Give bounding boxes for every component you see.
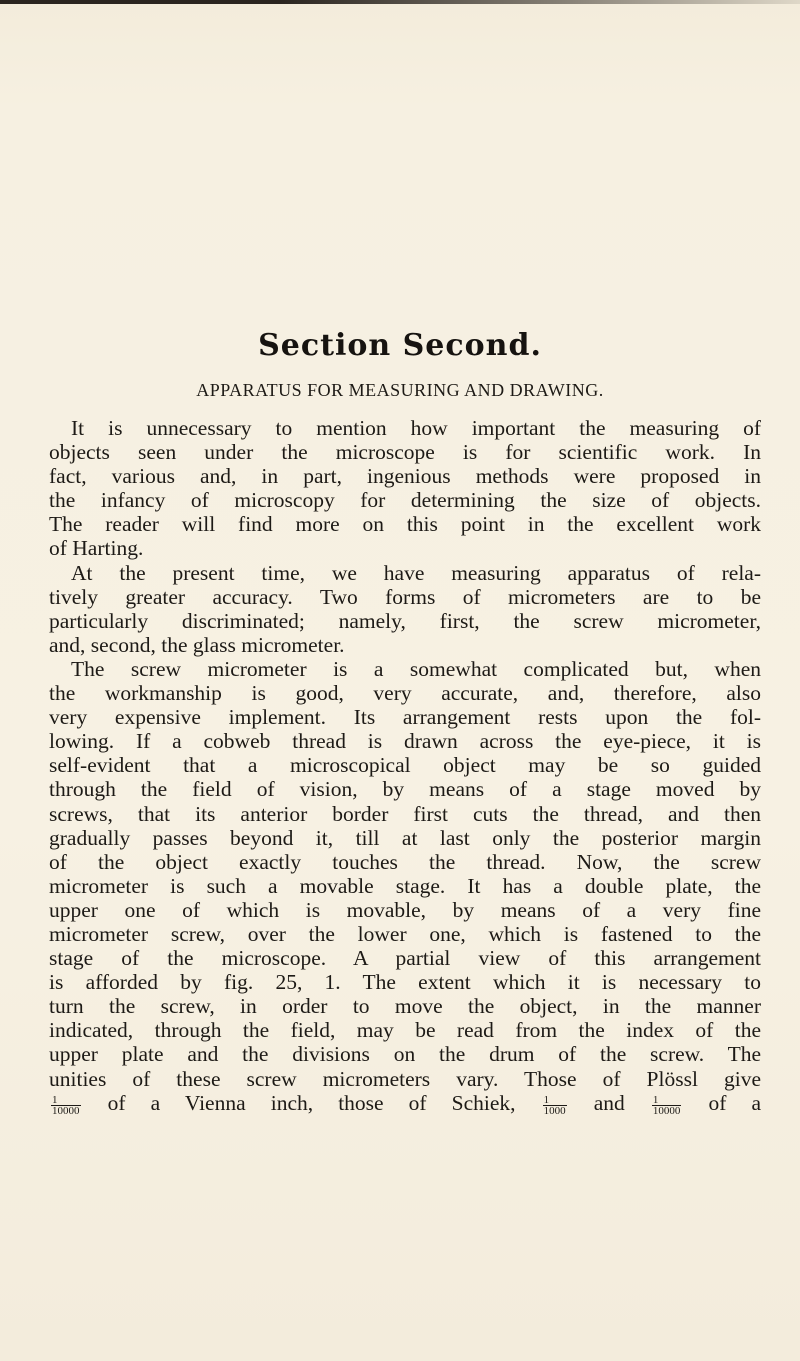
text-segment: and (593, 1090, 625, 1115)
text-line: particularly discriminated; namely, first, the screw micrometer, (49, 608, 761, 633)
text-line: is afforded by fig. 25, 1. The extent which it is necessary to (49, 970, 761, 995)
fraction (543, 1095, 567, 1116)
text-line: The screw micrometer is a somewhat complicated but, when (71, 656, 761, 681)
fraction (51, 1095, 81, 1116)
text-line: upper plate and the divisions on the drum of the screw. The (49, 1042, 761, 1067)
fraction-denominator: 10000 (652, 1104, 681, 1116)
text-line: self-evident that a microscopical object may be so guided (49, 753, 761, 778)
text-line: indicated, through the field, may be read from the index of the (49, 1018, 761, 1043)
text-line: objects seen under the microscope is for scientific work. In (49, 440, 761, 465)
text-line: screws, that its anterior border first cuts the thread, and then (49, 801, 761, 826)
text-line: through the field of vision, by means of a stage moved by (49, 777, 761, 802)
fraction-numerator: 1 (543, 1095, 567, 1106)
text-line: micrometer is such a movable stage. It has a double plate, the (49, 873, 761, 898)
text-line: fact, various and, in part, ingenious methods were proposed in (49, 464, 761, 489)
text-line: lowing. If a cobweb thread is drawn across the eye-piece, it is (49, 729, 761, 754)
fraction-numerator: 1 (51, 1095, 81, 1106)
fraction-denominator: 10000 (52, 1104, 80, 1116)
text-line: unities of these screw micrometers vary. Those of Plössl give (49, 1066, 761, 1091)
text-line: and, second, the glass micrometer. (49, 632, 345, 657)
text-line: tively greater accuracy. Two forms of micrometers are to be (49, 584, 761, 609)
text-line-with-fractions (49, 1091, 761, 1116)
text-line: The reader will find more on this point in the excellent work (49, 512, 761, 537)
text-line: upper one of which is movable, by means of a very fine (49, 897, 761, 922)
body-text (49, 416, 761, 1116)
text-line: It is unnecessary to mention how important the measuring of (71, 416, 761, 440)
text-line: micrometer screw, over the lower one, which is fastened to the (49, 921, 761, 946)
fraction (652, 1095, 682, 1116)
section-subtitle: APPARATUS FOR MEASURING AND DRAWING. (196, 380, 604, 400)
text-segment: of a (708, 1090, 761, 1115)
text-line: very expensive implement. Its arrangement rests upon the fol- (49, 705, 761, 730)
top-edge-rule (0, 0, 800, 4)
text-line: the workmanship is good, very accurate, and, therefore, also (49, 681, 761, 706)
text-segment: of a Vienna inch, those of Schiek, (107, 1090, 516, 1115)
fraction-numerator: 1 (652, 1095, 682, 1106)
text-line: stage of the microscope. A partial view of this arrangement (49, 946, 761, 971)
section-heading: Section Second. (258, 328, 542, 363)
text-line: gradually passes beyond it, till at last only the posterior margin (49, 825, 761, 850)
text-line: of Harting. (49, 536, 144, 561)
text-line: turn the screw, in order to move the object, in the manner (49, 994, 761, 1019)
text-line: the infancy of microscopy for determining the size of objects. (49, 488, 761, 513)
text-line: At the present time, we have measuring apparatus of rela- (71, 560, 761, 585)
fraction-denominator: 1000 (543, 1104, 566, 1116)
text-line: of the object exactly touches the thread. Now, the screw (49, 849, 761, 874)
